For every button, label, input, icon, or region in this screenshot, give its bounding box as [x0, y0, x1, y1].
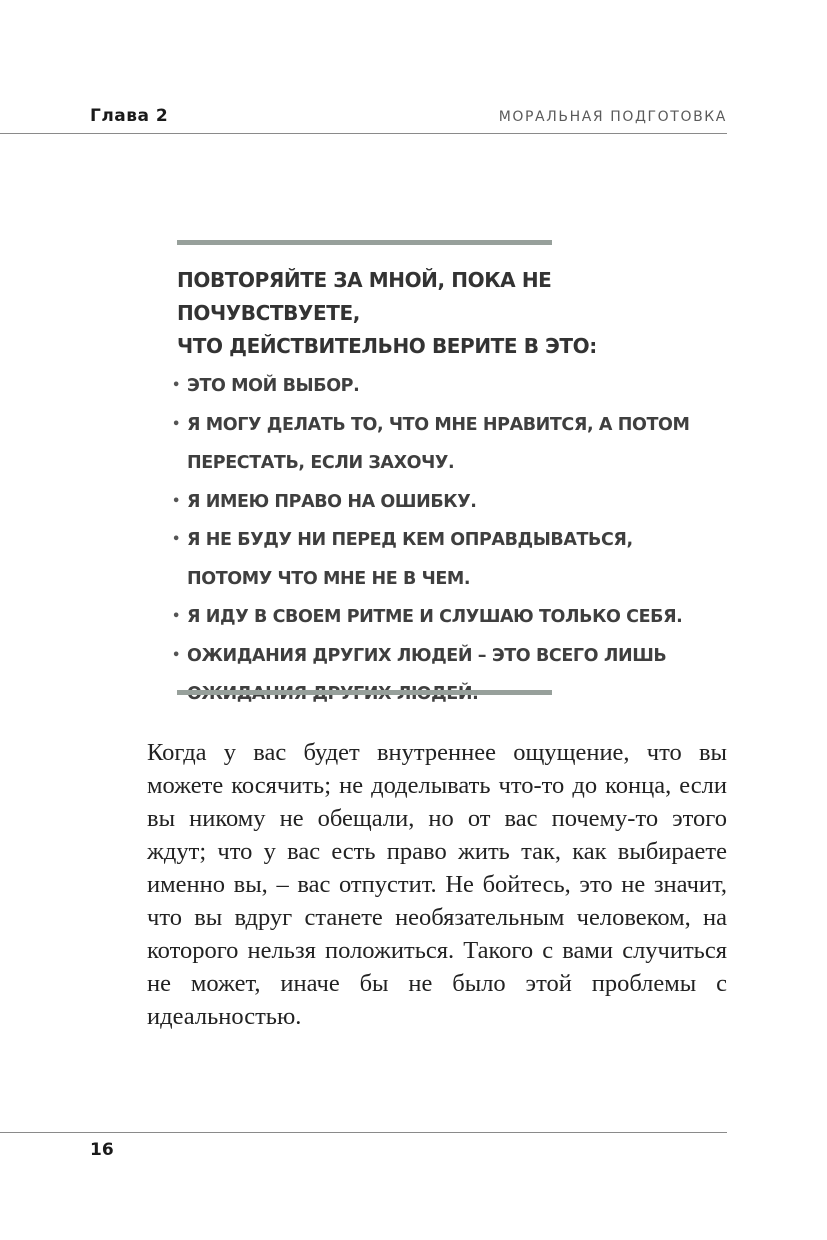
affirmation-box [172, 264, 737, 714]
bullet-icon: • [172, 493, 180, 509]
bullet-icon: • [172, 609, 180, 624]
footer-divider [0, 1132, 727, 1133]
affirmation-line: ОЖИДАНИЯ ДРУГИХ ЛЮДЕЙ – ЭТО ВСЕГО ЛИШЬ [187, 645, 667, 666]
affirmation-item [172, 637, 737, 714]
box-top-rule [177, 240, 552, 245]
box-title [177, 264, 737, 363]
bullet-icon: • [172, 378, 180, 393]
affirmation-line: ПОТОМУ ЧТО МНЕ НЕ В ЧЕМ. [187, 568, 471, 589]
header-divider [0, 133, 727, 134]
section-title: МОРАЛЬНАЯ ПОДГОТОВКА [498, 109, 727, 125]
affirmation-line: Я ИМЕЮ ПРАВО НА ОШИБКУ. [187, 491, 477, 512]
box-title-line-2: ЧТО ДЕЙСТВИТЕЛЬНО ВЕРИТЕ В ЭТО: [177, 334, 597, 358]
affirmation-item [172, 521, 737, 598]
bullet-icon: • [172, 532, 180, 547]
box-bottom-rule [177, 690, 552, 695]
box-title-line-1: ПОВТОРЯЙТЕ ЗА МНОЙ, ПОКА НЕ ПОЧУВСТВУЕТЕ, [177, 268, 552, 325]
bullet-icon: • [172, 647, 180, 663]
body-paragraph: Когда у вас будет внутреннее ощущение, что вы можете косячить; не доделывать что-то до конца, если вы никому не обещали, но от вас почему-то этого ждут; что у вас есть право жить так, как выбираете именно вы, – вас отпустит. Не бойтесь, это не значит, что вы вдруг станете необязательным человеком, на которого нельзя положиться. Такого с вами случиться не может, иначе бы не было этой проблемы с идеальностью. [147, 739, 727, 1030]
affirmation-line: Я ИДУ В СВОЕМ РИТМЕ И СЛУШАЮ ТОЛЬКО СЕБЯ. [187, 607, 683, 627]
affirmation-line: Я НЕ БУДУ НИ ПЕРЕД КЕМ ОПРАВДЫВАТЬСЯ, [187, 530, 633, 550]
page-number: 16 [90, 1140, 114, 1160]
affirmation-item [172, 598, 737, 637]
bullet-icon: • [172, 416, 180, 432]
affirmation-line: Я МОГУ ДЕЛАТЬ ТО, ЧТО МНЕ НРАВИТСЯ, А ПОТОМ [187, 414, 690, 435]
affirmation-item [172, 367, 737, 406]
affirmation-line: ПЕРЕСТАТЬ, ЕСЛИ ЗАХОЧУ. [187, 453, 455, 473]
affirmation-item [172, 406, 737, 483]
affirmation-item [172, 483, 737, 522]
affirmation-list [172, 367, 737, 714]
affirmation-line: ЭТО МОЙ ВЫБОР. [187, 376, 360, 396]
chapter-label: Глава 2 [90, 106, 169, 126]
